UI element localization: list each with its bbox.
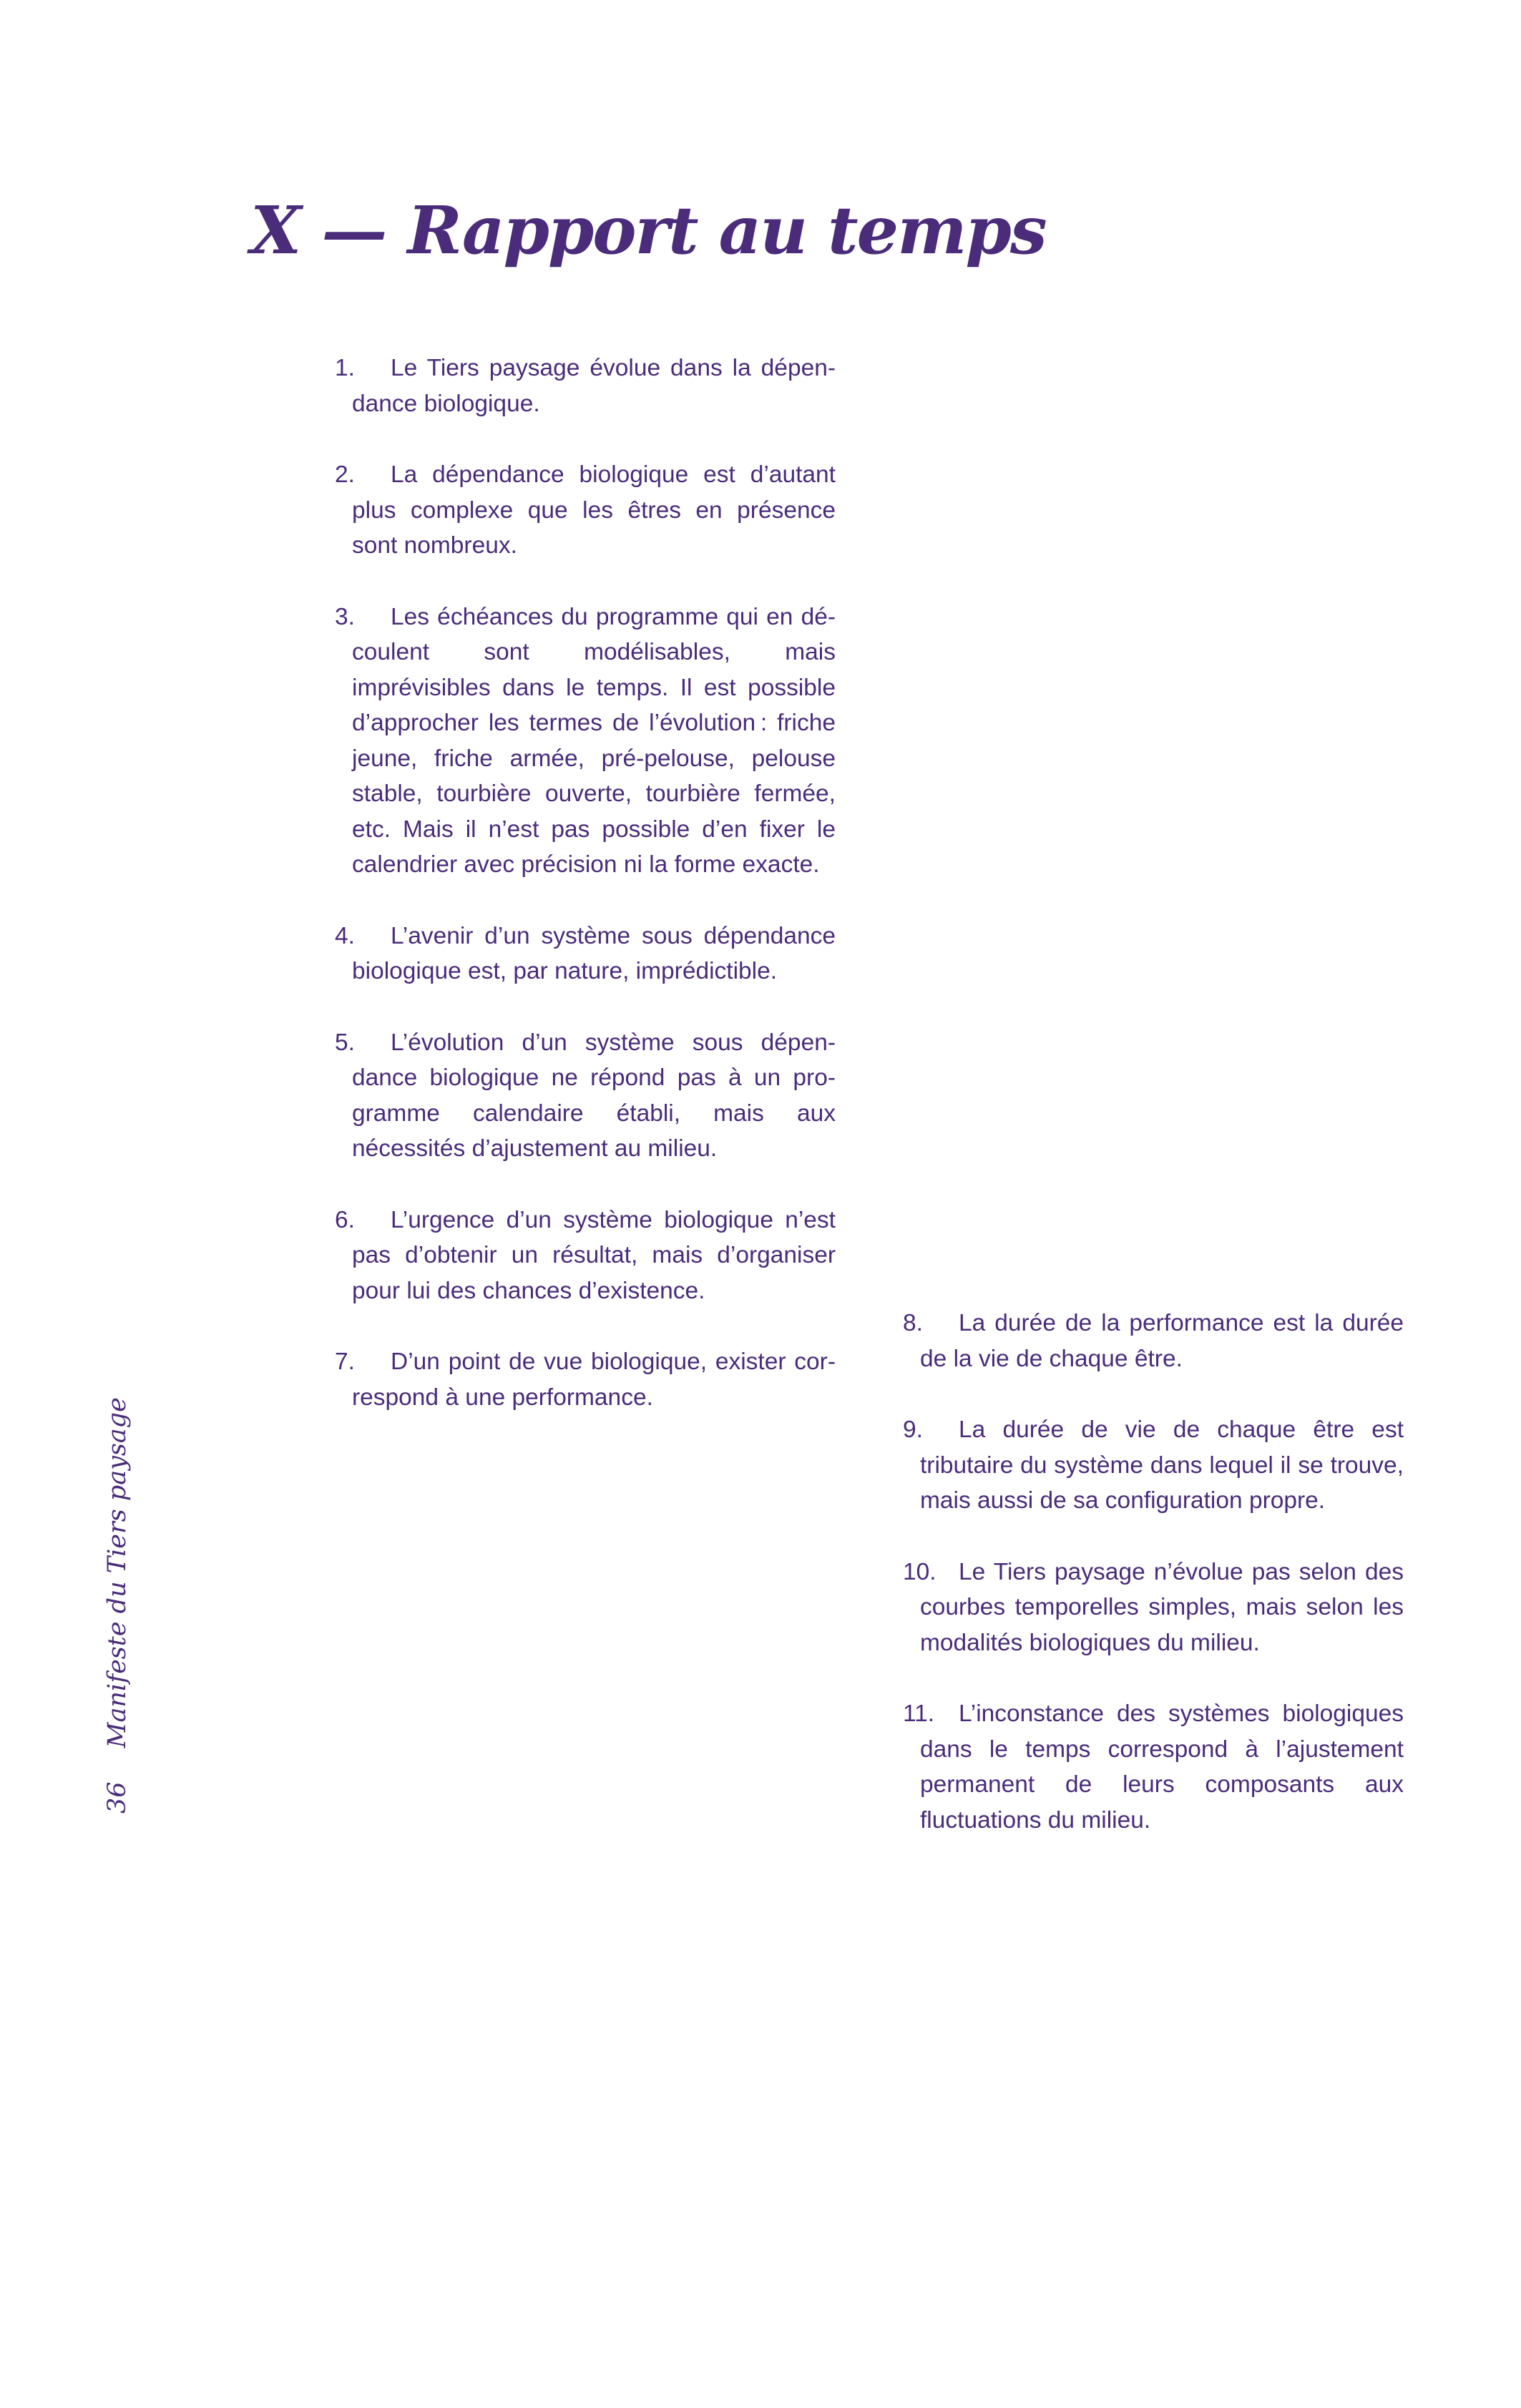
- list-item: [903, 1412, 1404, 1519]
- item-number: 2.: [335, 461, 355, 488]
- chapter-title: X — Rapport au temps: [250, 192, 1046, 269]
- item-text: La durée de la performance est la durée de la vie de chaque être.: [920, 1310, 1404, 1372]
- list-item: [335, 1203, 836, 1309]
- list-item: [335, 457, 836, 564]
- item-number: 9.: [903, 1416, 923, 1443]
- item-text: L’évolution d’un système sous dépendance biologique ne répond pas à un programme calendaire établi, mais aux nécessités d’ajustement au milieu.: [352, 1029, 836, 1162]
- item-text: Les échéances du programme qui en découlent sont modélisables, mais imprévisibles dans le temps. Il est possible d’approcher les termes de l’évolution : friche jeune, friche armée, pré-pelouse, pelouse stable, tourbière ouverte, tourbière fermée, etc. Mais il n’est pas possible d’en fixer le calendrier avec précision ni la forme exacte.: [352, 603, 836, 878]
- item-text: La dépendance biologique est d’autant plus complexe que les êtres en présence sont nombreux.: [352, 461, 836, 559]
- item-text: L’urgence d’un système biologique n’est pas d’obtenir un résultat, mais d’organiser pour lui des chances d’existence.: [352, 1206, 836, 1304]
- item-number: 7.: [335, 1349, 355, 1375]
- item-text: Le Tiers paysage évolue dans la dépendance biologique.: [352, 355, 836, 417]
- list-item: [335, 351, 836, 421]
- item-number: 8.: [903, 1310, 923, 1336]
- page-number: 36: [103, 1781, 132, 1814]
- item-text: La durée de vie de chaque être est tributaire du système dans lequel il se trouve, mais aussi de sa configuration propre.: [920, 1416, 1404, 1514]
- right-column: [903, 1306, 1404, 1874]
- list-item: [903, 1555, 1404, 1661]
- item-number: 1.: [335, 355, 355, 381]
- item-text: D’un point de vue biologique, exister correspond à une performance.: [352, 1349, 836, 1411]
- item-number: 10.: [903, 1558, 936, 1585]
- list-item: [903, 1306, 1404, 1376]
- item-number: 5.: [335, 1029, 355, 1056]
- item-number: 4.: [335, 922, 355, 949]
- item-text: L’avenir d’un système sous dépendance biologique est, par nature, imprédictible.: [352, 922, 836, 984]
- book-title: Manifeste du Tiers paysage: [103, 1397, 132, 1748]
- running-head: [96, 1397, 139, 1814]
- item-number: 3.: [335, 603, 355, 630]
- list-item: [335, 919, 836, 989]
- item-text: L’inconstance des systèmes biologiques dans le temps correspond à l’ajustement permanent de leurs composants aux fluctuations du milieu.: [920, 1700, 1404, 1834]
- list-item: [335, 599, 836, 883]
- item-number: 11.: [903, 1700, 935, 1727]
- item-number: 6.: [335, 1206, 355, 1233]
- left-column: [335, 351, 836, 1451]
- list-item: [335, 1025, 836, 1167]
- list-item: [903, 1696, 1404, 1838]
- list-item: [335, 1344, 836, 1415]
- item-text: Le Tiers paysage n’évolue pas selon des courbes temporelles simples, mais selon les modalités biologiques du milieu.: [920, 1558, 1404, 1656]
